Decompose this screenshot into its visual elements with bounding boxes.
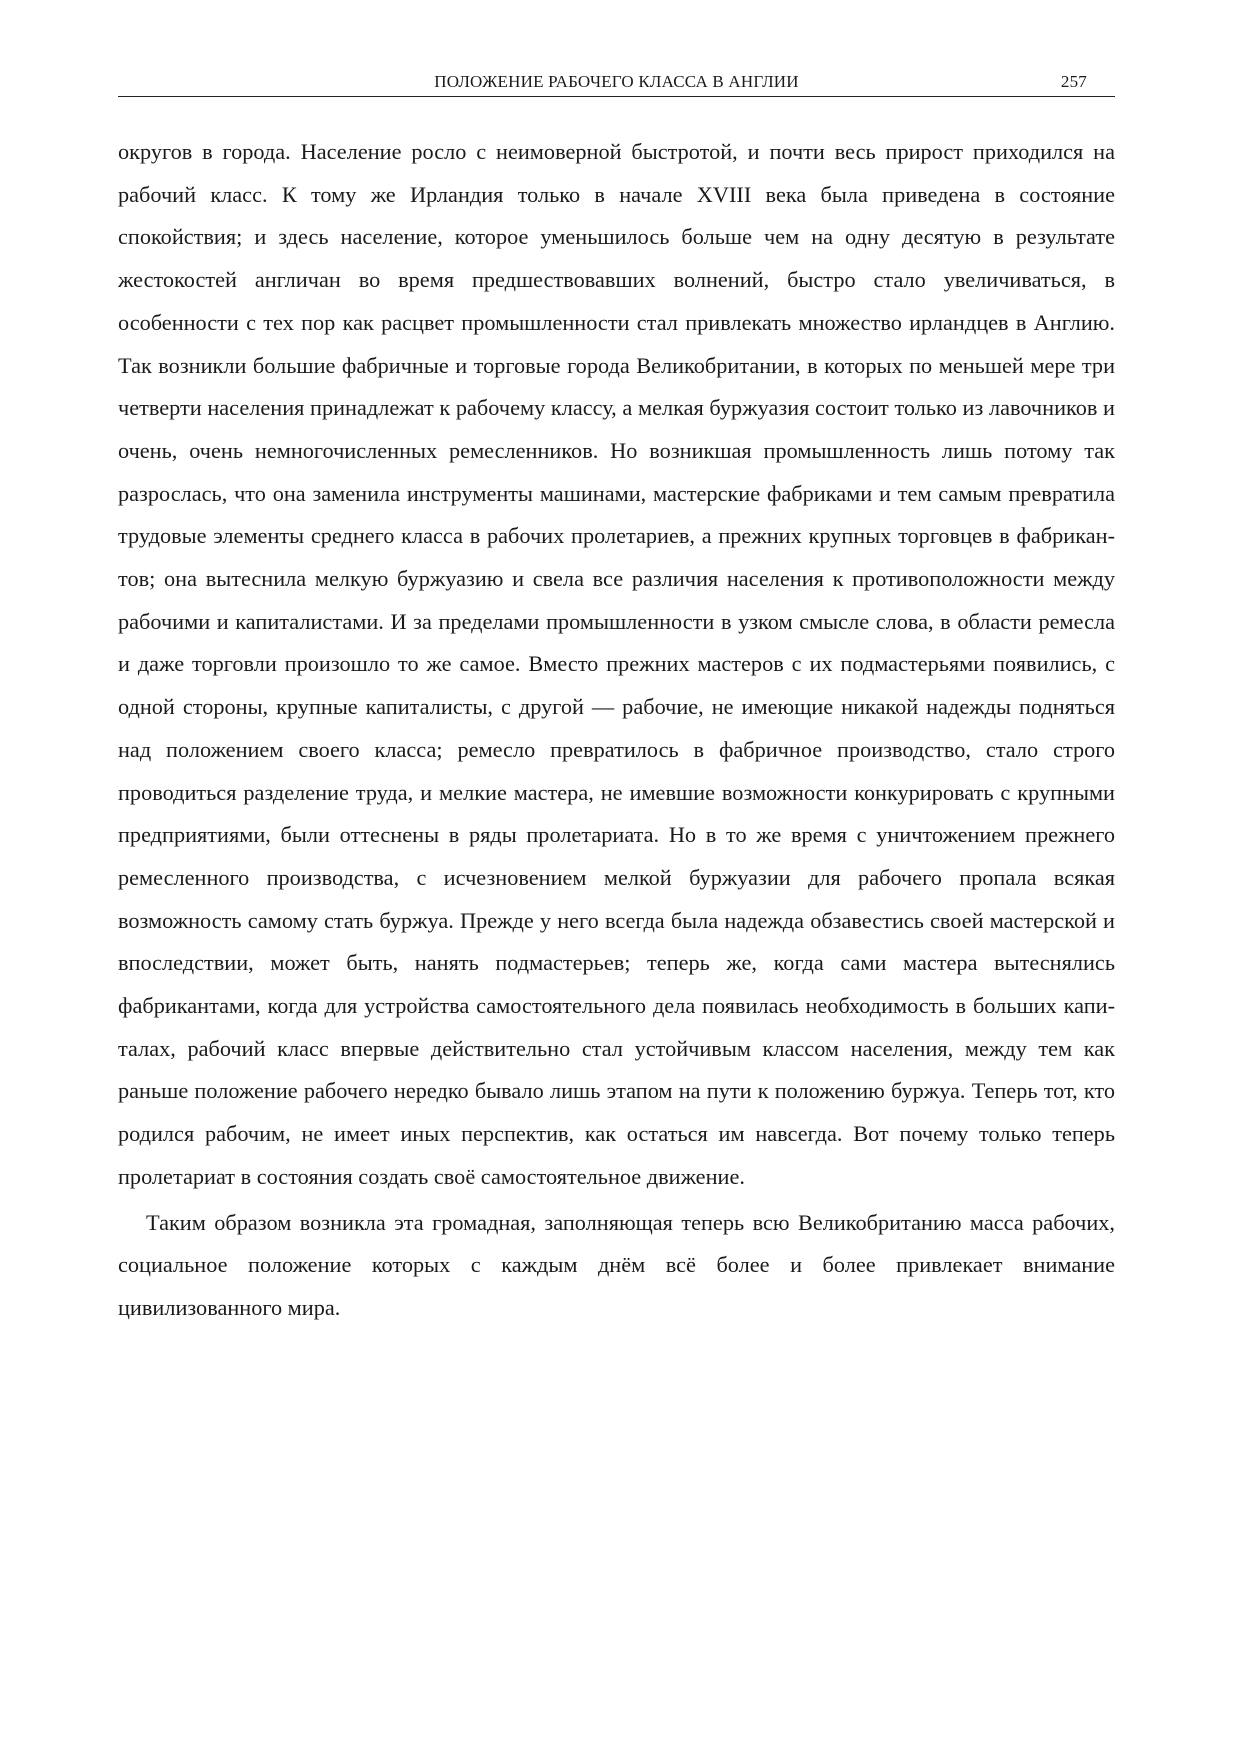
running-header [118,70,1115,97]
paragraph: Таким образом возникла эта громадная, заполняющая теперь всю Великобританию масса рабочих, социальное положение которых с каждым днём всё более и более привлекает внимание цивилизованного мира. [118,1209,1115,1320]
body-text [118,131,1115,1330]
paragraph: округов в города. Население росло с неимоверной быстротой, и почти весь прирост приходился на рабочий класс. К тому же Ирландия только в начале XVIII века была приведена в состояние спокойствия; и здесь население, которое уменьшилось больше чем на одну десятую в результате жестокостей англичан во время предшествовавших волнений, быстро стало увеличиваться, в особенности с тех пор как расцвет промышленности стал привлекать множество ирландцев в Англию. Так возникли большие фабричные и торговые города Великобритании, в которых по меньшей мере три четверти населения принадлежат к рабочему классу, а мелкая буржуазия состоит только из лавочников и очень, очень немногочисленных ремесленников. Но возникшая промышленность лишь потому так разрослась, что она заменила инструменты машинами, мастерские фабриками и тем самым превратила трудовые элементы среднего класса в рабочих пролетариев, а прежних крупных торговцев в фабрикантов; она вытеснила мелкую буржуазию и свела все различия населения к противоположности между рабочими и капиталистами. И за пределами промышленности в узком смысле слова, в области ремесла и даже торговли произошло то же самое. Вместо прежних мастеров с их подмастерьями появились, с одной стороны, крупные капиталисты, с другой — рабочие, не имеющие никакой надежды подняться над положением своего класса; ремесло превратилось в фабричное производство, стало строго проводиться разделение труда, и мелкие мастера, не имевшие возможности конкурировать с крупными предприятиями, были оттеснены в ряды пролетариата. Но в то же время с уничтожением прежнего ремесленного производства, с исчезновением мелкой буржуазии для рабочего пропала всякая возможность самому стать буржуа. Прежде у него всегда была надежда обзавестись своей мастерской и впоследствии, может быть, нанять подмастерьев; теперь же, когда сами мастера вытеснялись фабрикантами, когда для устройства самостоятельного дела появилась необходимость в больших капиталах, рабочий класс впервые действительно стал устойчивым классом населения, между тем как раньше положение рабочего нередко бывало лишь этапом на пути к положению буржуа. Теперь тот, кто родился рабочим, не имеет иных перспектив, как остаться им навсегда. Вот почему только теперь пролетариат в состояния создать своё самостоятельное движение. [118,139,1115,1189]
running-title: ПОЛОЖЕНИЕ РАБОЧЕГО КЛАССА В АНГЛИИ [434,72,799,91]
page-number: 257 [1060,72,1087,91]
document-page [118,70,1115,1330]
